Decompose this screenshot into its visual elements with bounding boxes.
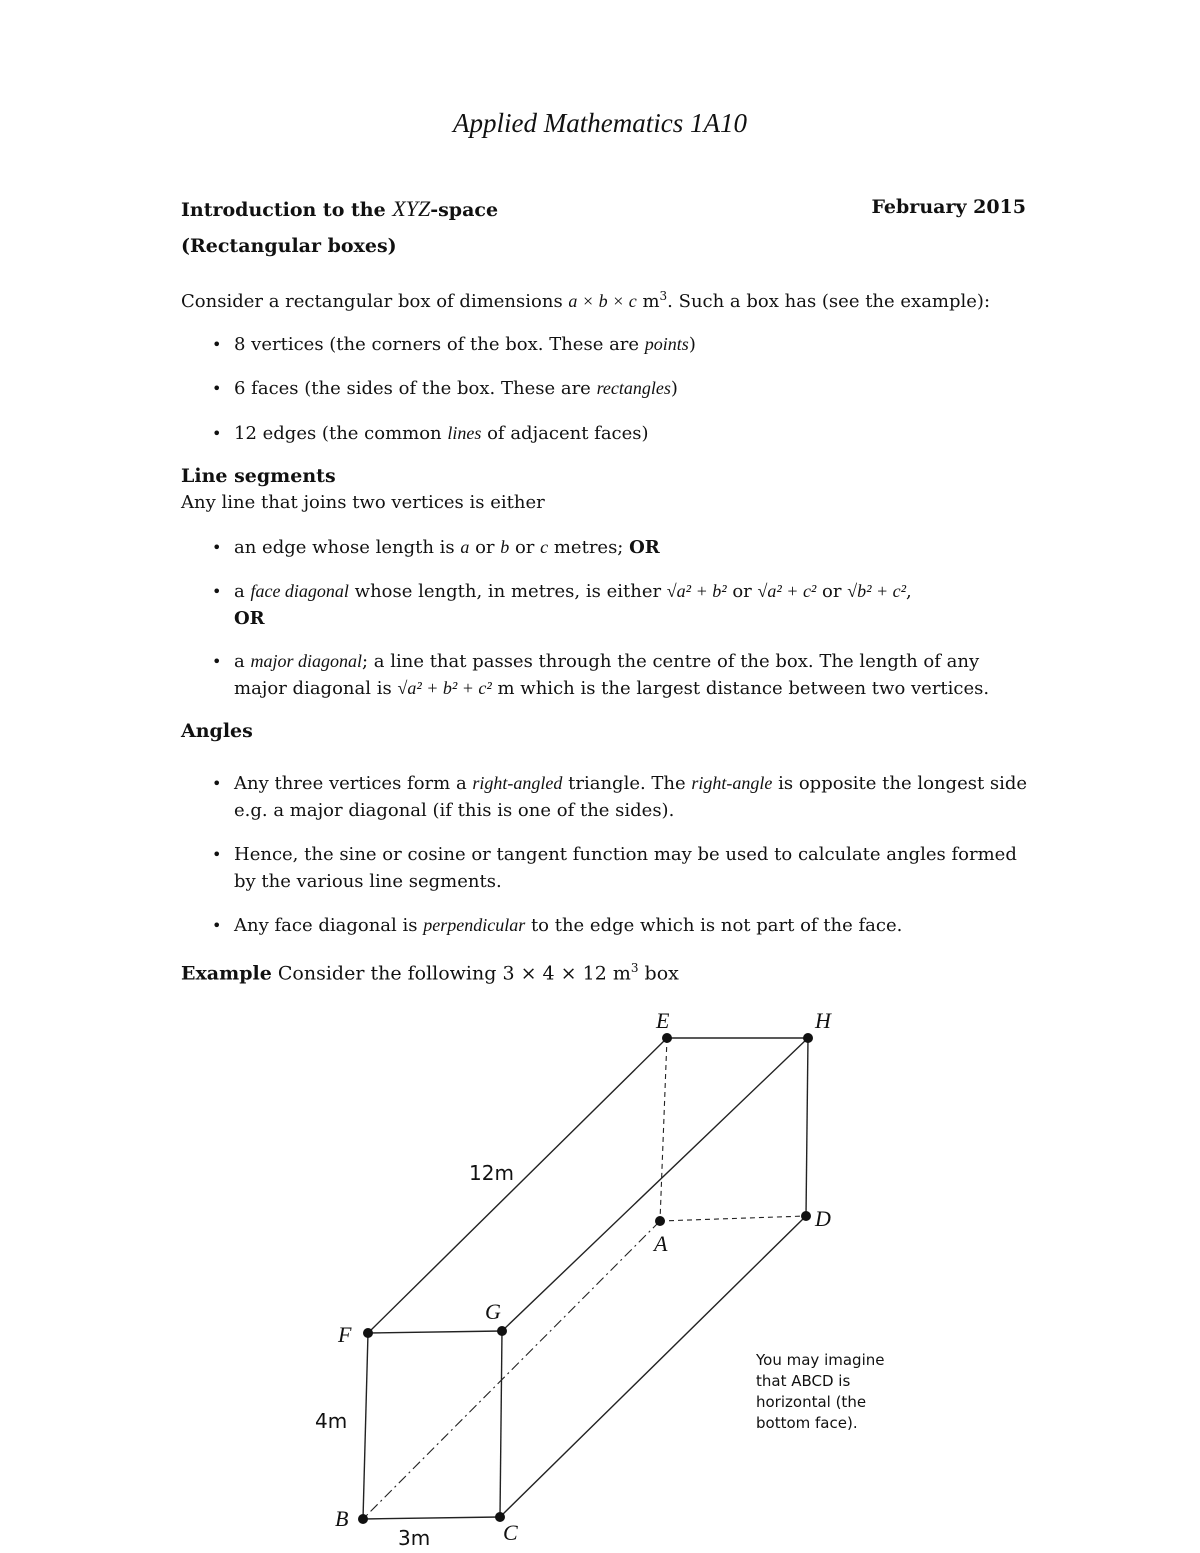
vertex-A [655, 1216, 665, 1226]
section-heading-angles: Angles [181, 720, 253, 742]
edge-GC [500, 1331, 502, 1517]
label-A: A [654, 1231, 668, 1256]
list-item: 8 vertices (the corners of the box. These are points) [234, 334, 696, 355]
list-item: Hence, the sine or cosine or tangent function may be used to calculate angles formed by the various line segments. [234, 844, 1017, 892]
bullet-icon: • [212, 424, 222, 443]
list-item: an edge whose length is a or b or c metres; OR [234, 537, 660, 558]
label-F: F [338, 1322, 352, 1347]
dim-width-label: 3m [398, 1526, 431, 1550]
list-item: 12 edges (the common lines of adjacent faces) [234, 423, 649, 444]
list-item: 6 faces (the sides of the box. These are rectangles) [234, 378, 678, 399]
edge-AB-hidden [363, 1221, 660, 1519]
bullet-icon: • [212, 582, 222, 601]
vertex-B [358, 1514, 368, 1524]
bullet-icon: • [212, 652, 222, 671]
bullet-icon: • [212, 916, 222, 935]
vertex-F [363, 1328, 373, 1338]
diagram-note: You may imagine that ABCD is horizontal (the bottom face). [756, 1351, 885, 1432]
vertex-G [497, 1326, 507, 1336]
subtitle: (Rectangular boxes) [181, 235, 397, 257]
line-segments-lead: Any line that joins two vertices is either [181, 492, 545, 513]
vertex-H [803, 1033, 813, 1043]
label-B: B [335, 1506, 349, 1531]
edge-HG [502, 1038, 808, 1331]
edge-HD [806, 1038, 808, 1216]
label-D: D [815, 1206, 831, 1231]
edge-EF [368, 1038, 667, 1333]
topic-heading: Introduction to the XYZ-space [181, 196, 499, 221]
bullet-icon: • [212, 379, 222, 398]
bullet-icon: • [212, 774, 222, 793]
list-item: Any face diagonal is perpendicular to the edge which is not part of the face. [234, 915, 903, 936]
label-G: G [485, 1299, 501, 1324]
bullet-icon: • [212, 335, 222, 354]
section-heading-line-segments: Line segments [181, 465, 336, 487]
course-title: Applied Mathematics 1A10 [453, 108, 747, 138]
edge-EA-hidden [660, 1038, 667, 1221]
dim-height-label: 4m [315, 1409, 348, 1433]
list-item: a face diagonal whose length, in metres, is either √a² + b² or √a² + c² or √b² + c², OR [234, 581, 912, 629]
label-E: E [656, 1008, 670, 1033]
date: February 2015 [871, 196, 1026, 218]
vertex-D [801, 1211, 811, 1221]
label-H: H [815, 1008, 831, 1033]
edge-FG [368, 1331, 502, 1333]
list-item: Any three vertices form a right-angled triangle. The right-angle is opposite the longest side e.g. a major diagonal (if this is one of the sides). [234, 773, 1028, 821]
example-line: Example Consider the following 3 × 4 × 12 $m^3$ box [181, 961, 679, 985]
vertex-E [662, 1033, 672, 1043]
intro-paragraph: Consider a rectangular box of dimensions a × b × c $m^3$. Such a box has (see the example): [181, 289, 991, 312]
edge-BC [363, 1517, 500, 1519]
list-item: a major diagonal; a line that passes through the centre of the box. The length of any major diagonal is √a² + b² + c² m which is the largest distance between two vertices. [234, 651, 990, 699]
dim-length-label: 12m [469, 1161, 514, 1185]
bullet-icon: • [212, 845, 222, 864]
edge-AD-hidden [660, 1216, 806, 1221]
edge-FB [363, 1333, 368, 1519]
label-C: C [503, 1520, 518, 1545]
bullet-icon: • [212, 538, 222, 557]
